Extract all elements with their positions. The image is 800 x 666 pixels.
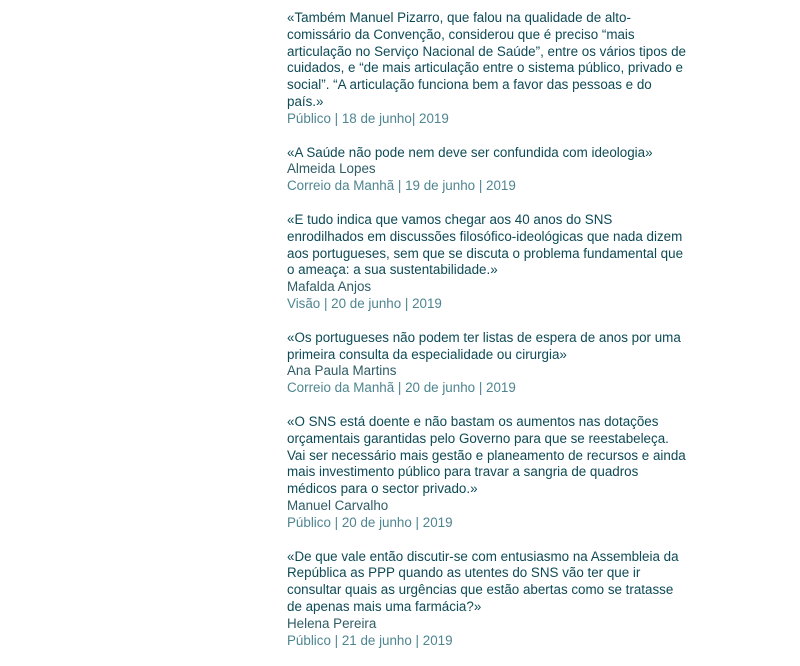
quote-text: «Também Manuel Pizarro, que falou na qualidade de alto-comissário da Convenção, considerou que é preciso “mais articulação no Serviço Nacional de Saúde”, entre os vários tipos de cuidados, e “de mais articulação entre o sistema público, privado e social”. “A articulação funciona bem a favor das pessoas e do país.» (287, 10, 686, 109)
quote-text: «A Saúde não pode nem deve ser confundida com ideologia» (287, 144, 653, 160)
quotes-column (287, 10, 687, 666)
quote-text: «O SNS está doente e não bastam os aumentos nas dotações orçamentais garantidas pelo Governo para que se reestabeleça. Vai ser necessário mais gestão e planeamento de recursos e ainda mais investimento público para travar a sangria de quadros médicos para o sector privado.» (287, 413, 686, 497)
quote-source: Público | 18 de junho| 2019 (287, 110, 449, 126)
quote-author: Almeida Lopes (287, 161, 376, 177)
quote-source: Público | 21 de junho | 2019 (287, 632, 453, 648)
quote-block-manuel-carvalho (287, 414, 687, 532)
quote-source: Público | 20 de junho | 2019 (287, 514, 453, 530)
quote-source: Visão | 20 de junho | 2019 (287, 295, 442, 311)
quote-text: «E tudo indica que vamos chegar aos 40 anos do SNS enrodilhados em discussões filosófico-ideológicas que nada dizem aos portugueses, sem que se discuta o problema fundamental que o ameaça: a sua sustentabilidade.» (287, 211, 684, 278)
quote-block-almeida-lopes (287, 145, 687, 195)
quote-block-ana-paula-martins (287, 330, 687, 397)
quote-author: Ana Paula Martins (287, 363, 397, 379)
quote-block-helena-pereira (287, 549, 687, 650)
quote-text: «De que vale então discutir-se com entusiasmo na Assembleia da República as PPP quando as utentes do SNS vão ter que ir consultar quais as urgências que estão abertas como se tratasse de apenas mais uma farmácia?» (287, 548, 679, 614)
quote-text: «Os portugueses não podem ter listas de espera de anos por uma primeira consulta da especialidade ou cirurgia» (287, 329, 681, 362)
quote-source: Correio da Manhã | 20 de junho | 2019 (287, 380, 516, 396)
quote-author: Helena Pereira (287, 615, 377, 631)
quote-source: Correio da Manhã | 19 de junho | 2019 (287, 178, 516, 194)
quote-author: Manuel Carvalho (287, 497, 389, 513)
quote-author: Mafalda Anjos (287, 279, 372, 295)
quote-block-pizarro (287, 10, 687, 128)
quote-block-mafalda-anjos (287, 212, 687, 313)
